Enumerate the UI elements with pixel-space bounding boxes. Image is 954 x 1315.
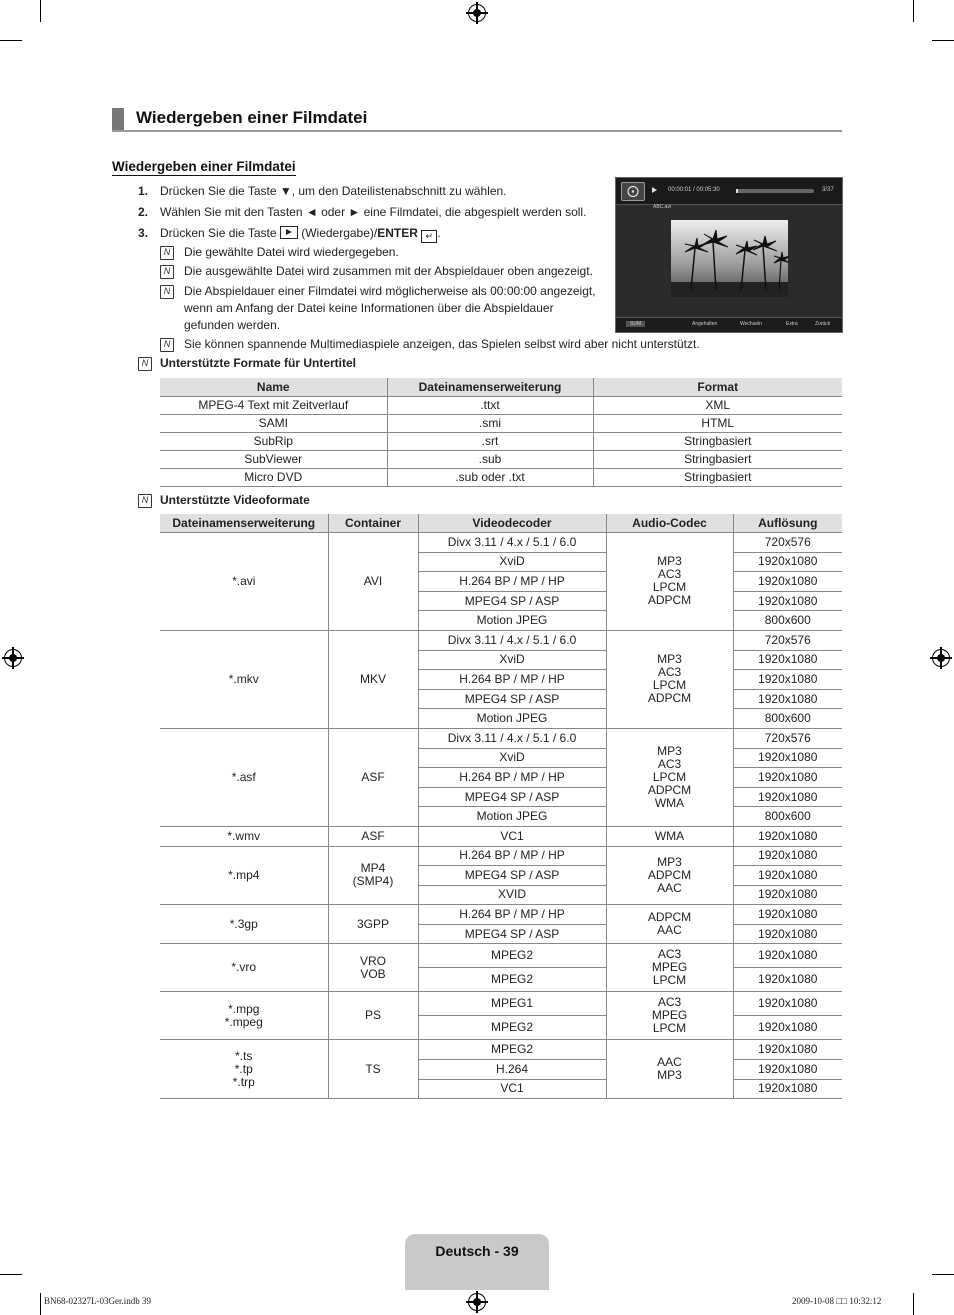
extension-cell: *.wmv bbox=[160, 826, 328, 846]
resolution-cell: 1920x1080 bbox=[733, 572, 842, 592]
note-icon: N bbox=[160, 265, 174, 279]
note-text: wenn am Anfang der Datei keine Informationen über die Abspieldauer bbox=[184, 301, 554, 315]
table-row bbox=[160, 826, 842, 846]
print-slug-left: BN68-02327L-03Ger.indb 39 bbox=[44, 1296, 151, 1306]
hint-paused: Angehalten bbox=[692, 321, 718, 327]
resolution-cell: 1920x1080 bbox=[733, 944, 842, 968]
file-name: ABC.avi bbox=[653, 204, 672, 210]
registration-mark-icon bbox=[932, 649, 950, 667]
video-decoder-cell: Motion JPEG bbox=[418, 611, 606, 631]
video-decoder-cell: MPEG2 bbox=[418, 1040, 606, 1060]
table-cell: .sub bbox=[387, 451, 593, 469]
video-decoder-cell: MPEG4 SP / ASP bbox=[418, 866, 606, 886]
video-decoder-cell: Divx 3.11 / 4.x / 5.1 / 6.0 bbox=[418, 728, 606, 748]
resolution-cell: 1920x1080 bbox=[733, 591, 842, 611]
movie-icon bbox=[621, 182, 645, 201]
table-cell: .smi bbox=[387, 415, 593, 433]
resolution-cell: 1920x1080 bbox=[733, 1079, 842, 1099]
note-icon: N bbox=[138, 357, 152, 371]
section-title-bar bbox=[112, 108, 124, 130]
video-decoder-cell: VC1 bbox=[418, 826, 606, 846]
table-cell: .ttxt bbox=[387, 397, 593, 415]
column-header: Container bbox=[328, 514, 418, 533]
resolution-cell: 720x576 bbox=[733, 630, 842, 650]
table-row bbox=[160, 944, 842, 968]
video-decoder-cell: MPEG4 SP / ASP bbox=[418, 689, 606, 709]
container-cell: AVI bbox=[328, 533, 418, 631]
resolution-cell: 1920x1080 bbox=[733, 1060, 842, 1080]
crop-mark bbox=[0, 1274, 22, 1275]
table-cell: SubRip bbox=[160, 433, 387, 451]
step-text: Wählen Sie mit den Tasten ◄ oder ► eine Filmdatei, die abgespielt werden soll. bbox=[160, 205, 587, 219]
table-row bbox=[160, 992, 842, 1016]
resolution-cell: 1920x1080 bbox=[733, 826, 842, 846]
extension-cell: *.avi bbox=[160, 533, 328, 631]
video-heading: Unterstützte Videoformate bbox=[160, 493, 310, 507]
column-header: Audio-Codec bbox=[606, 514, 733, 533]
table-row bbox=[160, 1040, 842, 1060]
column-header: Name bbox=[160, 378, 387, 397]
resolution-cell: 1920x1080 bbox=[733, 552, 842, 572]
note-icon: N bbox=[138, 494, 152, 508]
tv-hint-bar bbox=[616, 317, 842, 332]
hint-switch: Wechseln bbox=[740, 321, 762, 327]
registration-mark-icon bbox=[4, 649, 22, 667]
file-counter: 3/37 bbox=[822, 187, 834, 193]
resolution-cell: 1920x1080 bbox=[733, 924, 842, 944]
video-decoder-cell: Divx 3.11 / 4.x / 5.1 / 6.0 bbox=[418, 533, 606, 553]
resolution-cell: 720x576 bbox=[733, 728, 842, 748]
video-decoder-cell: XviD bbox=[418, 552, 606, 572]
crop-mark bbox=[913, 0, 914, 22]
column-header: Auflösung bbox=[733, 514, 842, 533]
extension-cell: *.asf bbox=[160, 728, 328, 826]
note-icon: N bbox=[160, 246, 174, 260]
resolution-cell: 800x600 bbox=[733, 611, 842, 631]
resolution-cell: 800x600 bbox=[733, 807, 842, 827]
resolution-cell: 1920x1080 bbox=[733, 885, 842, 905]
section-title: Wiedergeben einer Filmdatei bbox=[136, 108, 368, 127]
resolution-cell: 1920x1080 bbox=[733, 846, 842, 866]
tv-player-screenshot bbox=[615, 177, 843, 333]
resolution-cell: 1920x1080 bbox=[733, 1040, 842, 1060]
video-decoder-cell: MPEG4 SP / ASP bbox=[418, 591, 606, 611]
table-cell: SAMI bbox=[160, 415, 387, 433]
extension-cell: *.mkv bbox=[160, 630, 328, 728]
registration-mark-icon bbox=[468, 1293, 486, 1311]
audio-codec-cell: AC3 MPEG LPCM bbox=[606, 992, 733, 1040]
step-text bbox=[160, 225, 441, 243]
video-decoder-cell: H.264 BP / MP / HP bbox=[418, 768, 606, 788]
container-cell: VRO VOB bbox=[328, 944, 418, 992]
extension-cell: *.mpg *.mpeg bbox=[160, 992, 328, 1040]
video-decoder-cell: Divx 3.11 / 4.x / 5.1 / 6.0 bbox=[418, 630, 606, 650]
audio-codec-cell: AAC MP3 bbox=[606, 1040, 733, 1099]
table-cell: SubViewer bbox=[160, 451, 387, 469]
print-slug-right: 2009-10-08 □□ 10:32:12 bbox=[792, 1296, 882, 1306]
step-number: 3. bbox=[138, 226, 149, 240]
video-decoder-cell: MPEG2 bbox=[418, 944, 606, 968]
resolution-cell: 1920x1080 bbox=[733, 992, 842, 1016]
table-cell: HTML bbox=[593, 415, 842, 433]
step-text: Drücken Sie die Taste ▼, um den Dateilistenabschnitt zu wählen. bbox=[160, 184, 507, 198]
resolution-cell: 1920x1080 bbox=[733, 787, 842, 807]
container-cell: ASF bbox=[328, 728, 418, 826]
step-text-b: (Wiedergabe)/ bbox=[301, 226, 378, 240]
container-cell: PS bbox=[328, 992, 418, 1040]
enter-key-icon: ↵ bbox=[421, 230, 437, 243]
table-cell: Stringbasiert bbox=[593, 433, 842, 451]
audio-codec-cell: MP3 AC3 LPCM ADPCM bbox=[606, 630, 733, 728]
resolution-cell: 1920x1080 bbox=[733, 650, 842, 670]
note-text: Die ausgewählte Datei wird zusammen mit der Abspieldauer oben angezeigt. bbox=[184, 264, 593, 278]
column-header: Format bbox=[593, 378, 842, 397]
resolution-cell: 1920x1080 bbox=[733, 866, 842, 886]
table-cell: .srt bbox=[387, 433, 593, 451]
step-text-d: . bbox=[437, 226, 441, 240]
table-cell: Stringbasiert bbox=[593, 469, 842, 487]
crop-mark bbox=[0, 40, 22, 41]
video-decoder-cell: Motion JPEG bbox=[418, 807, 606, 827]
subtitle-formats-table bbox=[160, 378, 842, 487]
video-decoder-cell: VC1 bbox=[418, 1079, 606, 1099]
crop-mark bbox=[932, 40, 954, 41]
audio-codec-cell: MP3 ADPCM AAC bbox=[606, 846, 733, 905]
playback-time: 00:00:01 / 00:05:30 bbox=[668, 187, 720, 193]
enter-key-label: ENTER bbox=[377, 226, 418, 240]
audio-codec-cell: MP3 AC3 LPCM ADPCM WMA bbox=[606, 728, 733, 826]
table-cell: XML bbox=[593, 397, 842, 415]
video-decoder-cell: XVID bbox=[418, 885, 606, 905]
play-icon bbox=[652, 187, 657, 193]
table-row bbox=[160, 469, 842, 487]
registration-mark-icon bbox=[468, 4, 486, 22]
progress-bar bbox=[736, 189, 814, 193]
container-cell: 3GPP bbox=[328, 905, 418, 944]
crop-mark bbox=[932, 1274, 954, 1275]
resolution-cell: 1920x1080 bbox=[733, 748, 842, 768]
container-cell: MP4 (SMP4) bbox=[328, 846, 418, 905]
resolution-cell: 1920x1080 bbox=[733, 968, 842, 992]
note-icon: N bbox=[160, 285, 174, 299]
sub-title: Wiedergeben einer Filmdatei bbox=[112, 159, 296, 174]
crop-mark bbox=[40, 1293, 41, 1315]
step-number: 2. bbox=[138, 205, 149, 219]
crop-mark bbox=[913, 1293, 914, 1315]
hint-extra: Extra bbox=[786, 321, 798, 327]
container-cell: TS bbox=[328, 1040, 418, 1099]
resolution-cell: 1920x1080 bbox=[733, 768, 842, 788]
resolution-cell: 720x576 bbox=[733, 533, 842, 553]
table-row bbox=[160, 397, 842, 415]
video-decoder-cell: MPEG2 bbox=[418, 1016, 606, 1040]
preview-image bbox=[671, 220, 788, 297]
video-formats-table bbox=[160, 514, 842, 1099]
column-header: Dateinamenserweiterung bbox=[387, 378, 593, 397]
video-decoder-cell: MPEG2 bbox=[418, 968, 606, 992]
table-row bbox=[160, 451, 842, 469]
resolution-cell: 1920x1080 bbox=[733, 670, 842, 690]
page-number: Deutsch - 39 bbox=[435, 1243, 519, 1259]
column-header: Videodecoder bbox=[418, 514, 606, 533]
video-decoder-cell: H.264 BP / MP / HP bbox=[418, 572, 606, 592]
table-row bbox=[160, 533, 842, 553]
video-decoder-cell: Motion JPEG bbox=[418, 709, 606, 729]
table-row bbox=[160, 846, 842, 866]
crop-mark bbox=[40, 0, 41, 22]
extension-cell: *.vro bbox=[160, 944, 328, 992]
container-cell: ASF bbox=[328, 826, 418, 846]
video-decoder-cell: H.264 BP / MP / HP bbox=[418, 846, 606, 866]
step-number: 1. bbox=[138, 184, 149, 198]
resolution-cell: 1920x1080 bbox=[733, 689, 842, 709]
table-row bbox=[160, 630, 842, 650]
section-divider bbox=[112, 130, 842, 132]
video-decoder-cell: H.264 bbox=[418, 1060, 606, 1080]
extension-cell: *.3gp bbox=[160, 905, 328, 944]
resolution-cell: 1920x1080 bbox=[733, 905, 842, 925]
step-text-a: Drücken Sie die Taste bbox=[160, 226, 277, 240]
tv-info-bar bbox=[616, 178, 842, 205]
note-text: Sie können spannende Multimediaspiele anzeigen, das Spielen selbst wird aber nicht unterstützt. bbox=[184, 337, 700, 351]
resolution-cell: 800x600 bbox=[733, 709, 842, 729]
note-icon: N bbox=[160, 338, 174, 352]
audio-codec-cell: ADPCM AAC bbox=[606, 905, 733, 944]
resolution-cell: 1920x1080 bbox=[733, 1016, 842, 1040]
video-decoder-cell: MPEG1 bbox=[418, 992, 606, 1016]
video-decoder-cell: MPEG4 SP / ASP bbox=[418, 787, 606, 807]
audio-codec-cell: MP3 AC3 LPCM ADPCM bbox=[606, 533, 733, 631]
video-decoder-cell: XviD bbox=[418, 748, 606, 768]
video-decoder-cell: XviD bbox=[418, 650, 606, 670]
container-cell: MKV bbox=[328, 630, 418, 728]
note-text: Die gewählte Datei wird wiedergegeben. bbox=[184, 245, 399, 259]
sum-label: SUM bbox=[626, 321, 645, 327]
extension-cell: *.mp4 bbox=[160, 846, 328, 905]
table-cell: Stringbasiert bbox=[593, 451, 842, 469]
play-key-icon bbox=[280, 226, 298, 239]
video-decoder-cell: MPEG4 SP / ASP bbox=[418, 924, 606, 944]
column-header: Dateinamenserweiterung bbox=[160, 514, 328, 533]
video-decoder-cell: H.264 BP / MP / HP bbox=[418, 670, 606, 690]
table-row bbox=[160, 905, 842, 925]
table-row bbox=[160, 728, 842, 748]
note-text: Die Abspieldauer einer Filmdatei wird möglicherweise als 00:00:00 angezeigt, bbox=[184, 284, 596, 298]
table-row bbox=[160, 415, 842, 433]
hint-back: Zurück bbox=[815, 321, 831, 327]
table-cell: Micro DVD bbox=[160, 469, 387, 487]
note-text: gefunden werden. bbox=[184, 318, 281, 332]
table-row bbox=[160, 433, 842, 451]
extension-cell: *.ts *.tp *.trp bbox=[160, 1040, 328, 1099]
audio-codec-cell: WMA bbox=[606, 826, 733, 846]
audio-codec-cell: AC3 MPEG LPCM bbox=[606, 944, 733, 992]
subtitle-heading: Unterstützte Formate für Untertitel bbox=[160, 356, 357, 370]
video-decoder-cell: H.264 BP / MP / HP bbox=[418, 905, 606, 925]
table-cell: .sub oder .txt bbox=[387, 469, 593, 487]
table-cell: MPEG-4 Text mit Zeitverlauf bbox=[160, 397, 387, 415]
